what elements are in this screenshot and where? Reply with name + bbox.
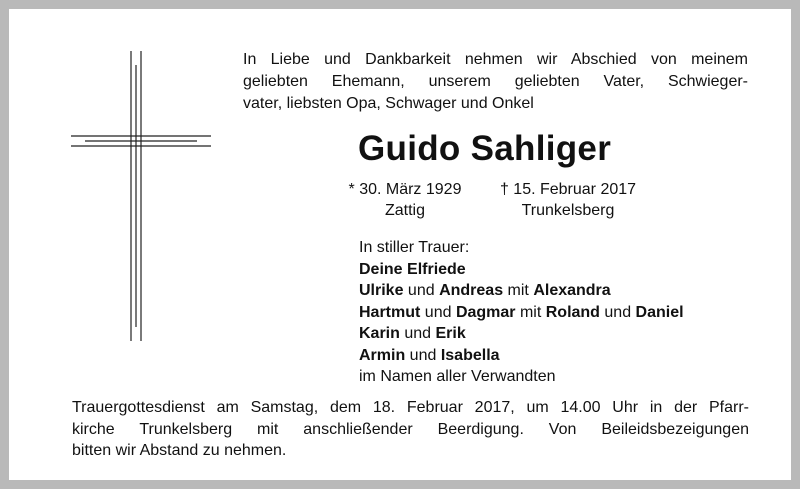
- intro-text: [243, 49, 748, 115]
- mourner-name: Hartmut: [359, 303, 421, 321]
- mourner-name: Dagmar: [455, 303, 516, 321]
- mourner-row: [359, 280, 684, 302]
- mourner-name: Ulrike: [359, 282, 404, 299]
- mourners-closing: im Namen aller Verwandten: [359, 368, 556, 385]
- service-line: bitten wir Abstand zu nehmen.: [72, 442, 287, 459]
- conjunction: und: [403, 282, 440, 299]
- mourner-row: [359, 323, 684, 345]
- service-line: kirche Trunkelsberg mit anschließender Beerdigung. Von Beileidsbezeigungen: [72, 420, 749, 438]
- mourner-name: Karin: [359, 325, 400, 342]
- conjunction: und: [405, 346, 441, 364]
- conjunction: mit: [515, 303, 546, 321]
- mourner-name: Daniel: [635, 303, 684, 321]
- conjunction: und: [420, 303, 456, 321]
- birth-place: Zattig: [384, 202, 425, 219]
- mourner-name: Andreas: [439, 282, 504, 299]
- death-place: Trunkelsberg: [521, 202, 615, 219]
- mourner-name: Erik: [435, 325, 466, 342]
- cross-icon: [71, 51, 211, 341]
- service-line: Trauergottesdienst am Samstag, dem 18. Februar 2017, um 14.00 Uhr in der Pfarr-: [72, 399, 749, 416]
- intro-line: vater, liebsten Opa, Schwager und Onkel: [243, 95, 534, 112]
- birth-date: * 30. März 1929: [348, 181, 462, 198]
- birth-info: [334, 179, 476, 221]
- deceased-name: Guido Sahliger: [358, 129, 612, 168]
- conjunction: und: [399, 325, 436, 342]
- mourner-row: [359, 345, 684, 367]
- mourners-list: [359, 237, 684, 388]
- mourner-name: Roland: [545, 303, 600, 321]
- mourner-name: Isabella: [440, 346, 500, 364]
- mourner-wife: Deine Elfriede: [359, 260, 466, 278]
- mourner-row: [359, 302, 684, 324]
- mourner-name: Armin: [359, 346, 406, 364]
- service-text: [72, 397, 749, 462]
- mourners-heading: In stiller Trauer:: [359, 239, 470, 256]
- conjunction: und: [599, 303, 636, 321]
- death-date: † 15. Februar 2017: [499, 181, 637, 198]
- death-info: [498, 179, 638, 221]
- intro-line: geliebten Ehemann, unserem geliebten Vater, Schwieger-: [243, 73, 748, 90]
- intro-line: In Liebe und Dankbarkeit nehmen wir Abschied von meinem: [243, 51, 748, 68]
- conjunction: mit: [503, 282, 534, 299]
- mourner-name: Alexandra: [533, 282, 611, 299]
